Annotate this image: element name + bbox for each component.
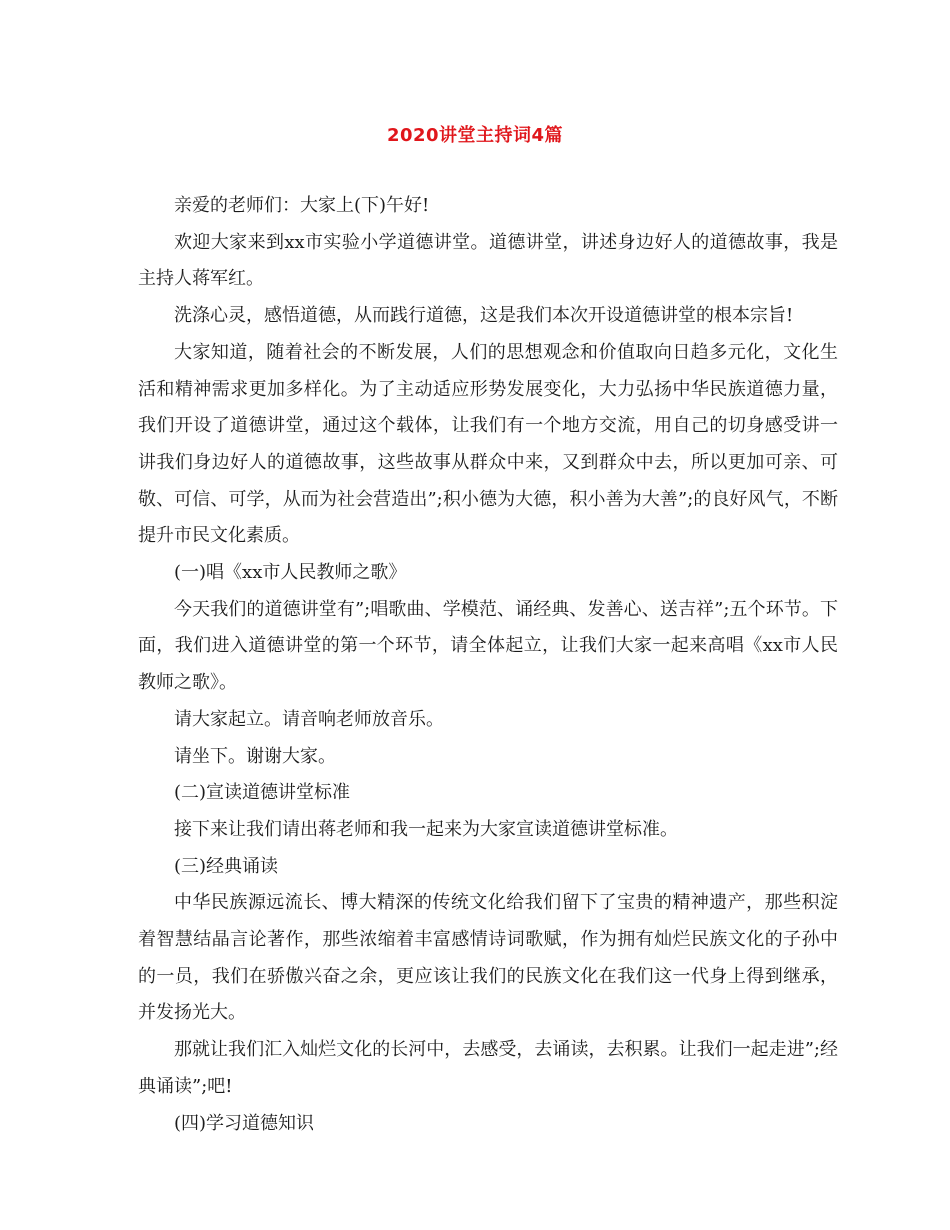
section-heading-4: (四)学习道德知识 [174, 1112, 315, 1134]
paragraph-sit-down: 请坐下。谢谢大家。 [174, 745, 336, 767]
paragraph-section-3: 中华民族源远流长、博大精深的传统文化给我们留下了宝贵的精神遗产，那些积淀着智慧结晶言论著作，那些浓缩着丰富感情诗词歌赋，作为拥有灿烂民族文化的子孙中的一员，我们在骄傲兴奋之余，更应该让我们的民族文化在我们这一代身上得到继承，并发扬光大。 [138, 892, 838, 1024]
document-body [138, 188, 838, 1142]
paragraph-purpose: 洗涤心灵，感悟道德，从而践行道德，这是我们本次开设道德讲堂的根本宗旨! [174, 305, 794, 327]
section-heading-3: (三)经典诵读 [174, 855, 279, 877]
paragraph-background: 大家知道，随着社会的不断发展，人们的思想观念和价值取向日趋多元化，文化生活和精神需求更加多样化。为了主动适应形势发展变化，大力弘扬中华民族道德力量，我们开设了道德讲堂，通过这个载体，让我们有一个地方交流，用自己的切身感受讲一讲我们身边好人的道德故事，这些故事从群众中来，又到群众中去，所以更加可亲、可敬、可信、可学，从而为社会营造出”;积小德为大德，积小善为大善”;的良好风气，不断提升市民文化素质。 [138, 341, 838, 547]
paragraph-section-1: 今天我们的道德讲堂有”;唱歌曲、学模范、诵经典、发善心、送吉祥”;五个环节。下面，我们进入道德讲堂的第一个环节，请全体起立，让我们大家一起来高唱《xx市人民教师之歌》。 [138, 598, 838, 694]
section-heading-2: (二)宣读道德讲堂标准 [174, 782, 351, 804]
paragraph-greeting: 亲爱的老师们：大家上(下)午好! [174, 195, 430, 216]
document-title: 2020讲堂主持词4篇 [386, 125, 564, 146]
paragraph-section-3-cont: 那就让我们汇入灿烂文化的长河中，去感受，去诵读，去积累。让我们一起走进”;经典诵读”;吧! [138, 1039, 838, 1097]
paragraph-stand-up: 请大家起立。请音响老师放音乐。 [174, 708, 444, 730]
paragraph-section-2: 接下来让我们请出蒋老师和我一起来为大家宣读道德讲堂标准。 [174, 818, 678, 840]
paragraph-welcome: 欢迎大家来到xx市实验小学道德讲堂。道德讲堂，讲述身边好人的道德故事，我是主持人蒋军红。 [138, 231, 838, 290]
section-heading-1: (一)唱《xx市人民教师之歌》 [174, 562, 407, 584]
